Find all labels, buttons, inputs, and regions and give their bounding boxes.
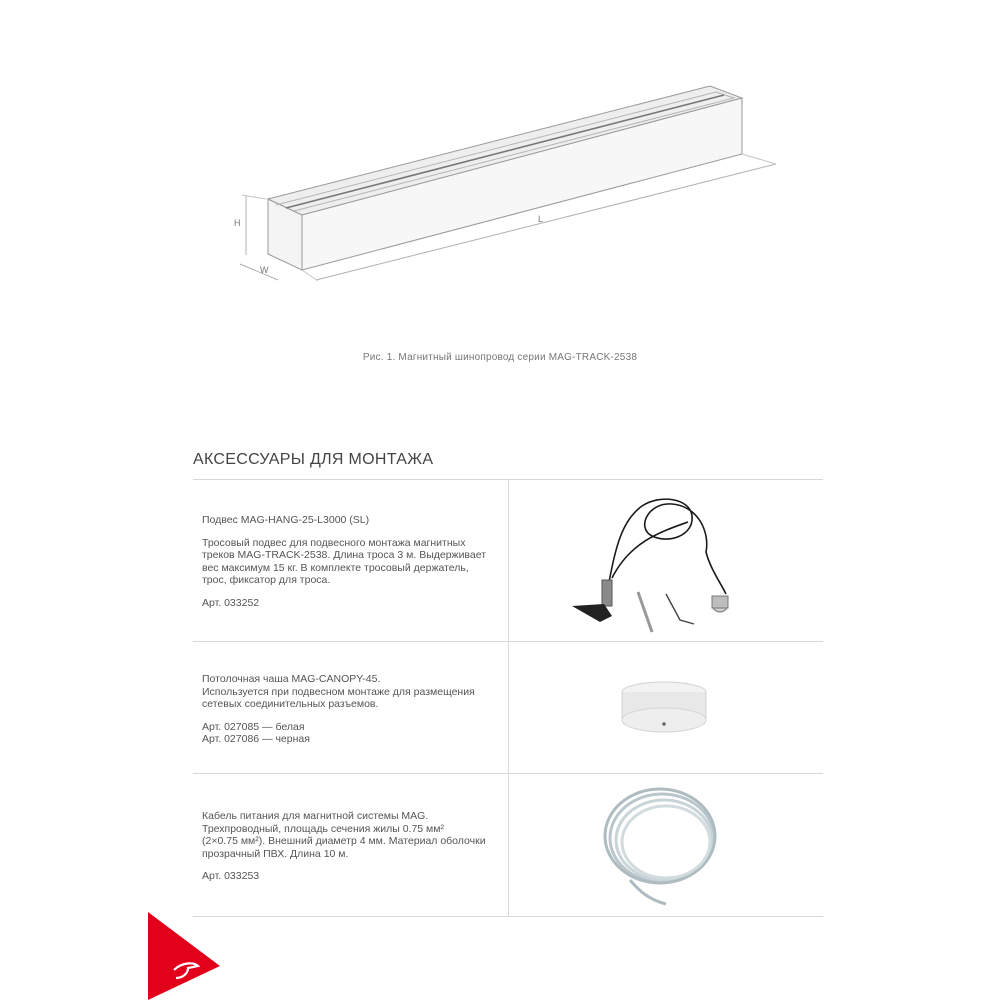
item-name: Потолочная чаша MAG-CANOPY-45.	[202, 673, 381, 685]
item-desc-line: Трехпроводный, площадь сечения жилы 0.75 мм²	[202, 822, 444, 835]
item-desc-line: прозрачный ПВХ. Длина 10 м.	[202, 847, 349, 860]
item-article: Арт. 027086 — черная	[202, 733, 310, 745]
item-desc-line: трос, фиксатор для троса.	[202, 574, 331, 586]
item-name: Кабель питания для магнитной системы MAG.	[202, 810, 429, 822]
item-desc-line: (2×0.75 мм²). Внешний диаметр 4 мм. Материал оболочки	[202, 835, 486, 847]
item-name: Подвес MAG-HANG-25-L3000 (SL)	[202, 514, 370, 526]
power-cable-coil-icon	[600, 784, 730, 908]
section-title: АКСЕССУАРЫ ДЛЯ МОНТАЖА	[193, 451, 434, 468]
dim-h-label: H	[234, 218, 241, 228]
ceiling-canopy-icon	[618, 680, 710, 742]
track-figure	[228, 80, 788, 290]
table-row-canopy	[202, 673, 502, 746]
item-desc-line: Тросовый подвес для подвесного монтажа магнитных	[202, 536, 466, 549]
table-row-cable	[202, 810, 502, 883]
item-desc-line: треков MAG-TRACK-2538. Длина троса 3 м. Выдерживает	[202, 549, 487, 561]
cable-hanger-kit-icon	[560, 492, 740, 634]
figure-caption: Рис. 1. Магнитный шинопровод серии MAG-TRACK-2538	[362, 352, 638, 363]
item-desc-line: вес максимум 15 кг. В комплекте тросовый держатель,	[202, 561, 469, 574]
item-article: Арт. 033253	[202, 870, 260, 882]
table-column-divider	[508, 479, 509, 916]
item-article: Арт. 033252	[202, 596, 260, 609]
item-desc-line: сетевых соединительных разъемов.	[202, 698, 379, 710]
item-article: Арт. 027085 — белая	[202, 720, 305, 733]
dim-w-label: W	[260, 265, 269, 275]
table-row-hanger	[202, 514, 502, 609]
brand-logo-corner-icon	[148, 912, 220, 1000]
dim-l-label: L	[538, 214, 544, 224]
table-rule-bottom	[193, 916, 823, 917]
item-desc-line: Используется при подвесном монтаже для размещения	[202, 685, 475, 698]
